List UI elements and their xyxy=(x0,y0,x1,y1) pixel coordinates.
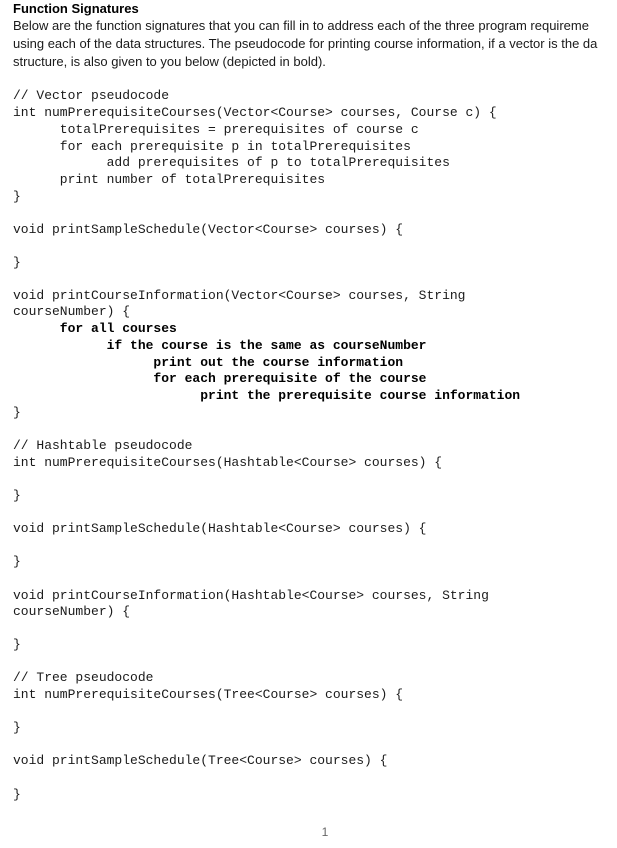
code-line: } xyxy=(13,554,21,569)
code-line: int numPrerequisiteCourses(Hashtable<Course> courses) { xyxy=(13,455,443,470)
code-line: totalPrerequisites = prerequisites of course c xyxy=(13,122,419,137)
intro-line-1: Below are the function signatures that you can fill in to address each of the three program requireme xyxy=(13,18,589,33)
pseudocode-line: for each prerequisite of the course xyxy=(13,371,427,386)
code-line: // Hashtable pseudocode xyxy=(13,438,193,453)
code-line: } xyxy=(13,405,21,420)
code-line: } xyxy=(13,488,21,503)
code-line: for each prerequisite p in totalPrerequisites xyxy=(13,139,411,154)
pseudocode-line: if the course is the same as courseNumber xyxy=(13,338,427,353)
intro-line-2: using each of the data structures. The pseudocode for printing course information, if a vector is the da xyxy=(13,36,598,51)
code-line: // Tree pseudocode xyxy=(13,670,154,685)
code-line: } xyxy=(13,720,21,735)
code-line: void printSampleSchedule(Hashtable<Course> courses) { xyxy=(13,521,427,536)
code-line: courseNumber) { xyxy=(13,304,131,319)
code-line: print number of totalPrerequisites xyxy=(13,172,326,187)
pseudocode-line: print out the course information xyxy=(13,355,404,370)
code-line: } xyxy=(13,637,21,652)
pseudocode-line: for all courses xyxy=(13,321,177,336)
pseudocode-line: print the prerequisite course information xyxy=(13,388,521,403)
code-line: void printCourseInformation(Vector<Course> courses, String xyxy=(13,288,466,303)
code-line: void printSampleSchedule(Tree<Course> courses) { xyxy=(13,753,388,768)
code-line: int numPrerequisiteCourses(Tree<Course> courses) { xyxy=(13,687,404,702)
code-line: // Vector pseudocode xyxy=(13,88,170,103)
code-line: courseNumber) { xyxy=(13,604,131,619)
section-heading: Function Signatures xyxy=(13,1,139,16)
page-number: 1 xyxy=(321,825,329,839)
code-line: } xyxy=(13,255,21,270)
code-line: void printCourseInformation(Hashtable<Course> courses, String xyxy=(13,588,489,603)
code-line: add prerequisites of p to totalPrerequisites xyxy=(13,155,450,170)
code-line: } xyxy=(13,787,21,802)
intro-line-3: structure, is also given to you below (depicted in bold). xyxy=(13,54,326,69)
code-line: void printSampleSchedule(Vector<Course> courses) { xyxy=(13,222,404,237)
code-line: int numPrerequisiteCourses(Vector<Course> courses, Course c) { xyxy=(13,105,497,120)
code-line: } xyxy=(13,189,21,204)
